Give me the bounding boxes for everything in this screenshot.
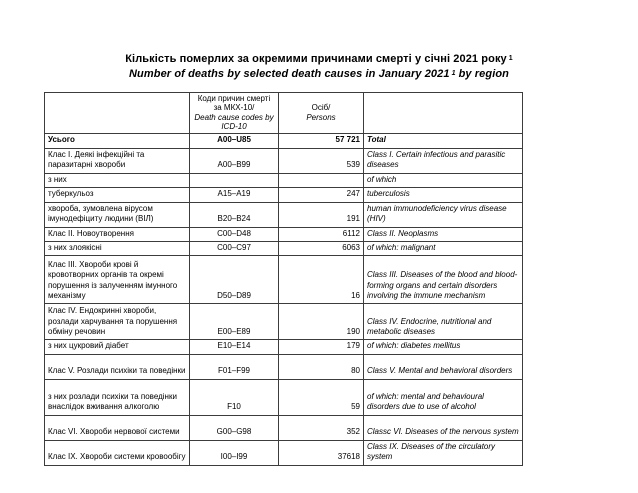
table-row: [45, 304, 523, 340]
cause-uk-cell: Клас I. Деякі інфекційні та паразитарні хвороби: [45, 148, 190, 173]
table-row: [45, 227, 523, 241]
icd-code-cell: A15–A19: [190, 188, 279, 202]
icd-code-cell: B20–B24: [190, 202, 279, 227]
persons-value-cell: 57 721: [279, 133, 364, 148]
icd-code-cell: A00–U85: [190, 133, 279, 148]
table-row: [45, 173, 523, 187]
cause-uk-cell: з них цукровий діабет: [45, 340, 190, 354]
icd-code-cell: C00–D48: [190, 227, 279, 241]
table-row: [45, 148, 523, 173]
title-en-footnote-marker: 1: [451, 70, 456, 77]
table-row: [45, 188, 523, 202]
header-codes-line1: Коди причин смерті: [197, 94, 271, 103]
persons-value-cell: 352: [279, 415, 364, 440]
persons-value-cell: 16: [279, 256, 364, 304]
header-codes-line3: Death cause codes by: [194, 112, 274, 122]
cause-en-cell: of which: diabetes mellitus: [364, 340, 523, 354]
cause-en-cell: Classc VI. Diseases of the nervous system: [364, 415, 523, 440]
page-title-en: [0, 67, 638, 82]
title-en-suffix: by region: [458, 68, 509, 80]
persons-value-cell: 6112: [279, 227, 364, 241]
cause-uk-cell: Усього: [45, 133, 190, 148]
cause-en-cell: Class IV. Endocrine, nutritional and metabolic diseases: [364, 304, 523, 340]
cause-uk-cell: з них розлади психіки та поведінки внаслідок вживання алкоголю: [45, 379, 190, 415]
persons-value-cell: 247: [279, 188, 364, 202]
page-title-uk: [0, 52, 638, 67]
header-codes-line2: за МКХ-10/: [213, 103, 255, 113]
cause-uk-cell: Клас IX. Хвороби системи кровообігу: [45, 440, 190, 465]
persons-value-cell: 191: [279, 202, 364, 227]
header-cause-en-cell: [364, 93, 523, 134]
icd-code-cell: G00–G98: [190, 415, 279, 440]
cause-en-cell: Class III. Diseases of the blood and blood-forming organs and certain disorders involving the immune mechanism: [364, 256, 523, 304]
table-row: [45, 354, 523, 379]
persons-value-cell: [279, 173, 364, 187]
persons-value-cell: 37618: [279, 440, 364, 465]
cause-uk-cell: Клас II. Новоутворення: [45, 227, 190, 241]
death-causes-table: [44, 92, 523, 466]
cause-uk-cell: з них злоякісні: [45, 241, 190, 255]
persons-value-cell: 6063: [279, 241, 364, 255]
death-table-body: [45, 133, 523, 465]
icd-code-cell: E10–E14: [190, 340, 279, 354]
icd-code-cell: F01–F99: [190, 354, 279, 379]
persons-value-cell: 59: [279, 379, 364, 415]
header-codes-cell: [190, 93, 279, 134]
cause-en-cell: tuberculosis: [364, 188, 523, 202]
cause-uk-cell: туберкульоз: [45, 188, 190, 202]
table-row: [45, 241, 523, 255]
table-row: [45, 256, 523, 304]
table-row: [45, 440, 523, 465]
icd-code-cell: C00–C97: [190, 241, 279, 255]
cause-uk-cell: Клас VI. Хвороби нервової системи: [45, 415, 190, 440]
icd-code-cell: F10: [190, 379, 279, 415]
cause-en-cell: human immunodeficiency virus disease (HIV): [364, 202, 523, 227]
cause-uk-cell: Клас V. Розлади психіки та поведінки: [45, 354, 190, 379]
cause-en-cell: Class IX. Diseases of the circulatory system: [364, 440, 523, 465]
title-en-text: Number of deaths by selected death causes in January 2021: [129, 68, 450, 80]
header-persons-line1: Осіб/: [311, 103, 331, 113]
title-uk-footnote-marker: 1: [508, 55, 513, 62]
header-codes-line4: ICD-10: [221, 122, 247, 132]
icd-code-cell: [190, 173, 279, 187]
header-cause-uk-cell: [45, 93, 190, 134]
cause-en-cell: of which: [364, 173, 523, 187]
icd-code-cell: I00–I99: [190, 440, 279, 465]
table-row: [45, 415, 523, 440]
cause-uk-cell: Клас III. Хвороби крові й кровотворних органів та окремі порушення із залученням імунного механізму: [45, 256, 190, 304]
table-row: [45, 379, 523, 415]
table-row: [45, 202, 523, 227]
cause-en-cell: Class V. Mental and behavioral disorders: [364, 354, 523, 379]
cause-uk-cell: Клас IV. Ендокринні хвороби, розлади харчування та порушення обміну речовин: [45, 304, 190, 340]
cause-en-cell: of which: mental and behavioural disorders due to use of alcohol: [364, 379, 523, 415]
persons-value-cell: 179: [279, 340, 364, 354]
persons-value-cell: 190: [279, 304, 364, 340]
persons-value-cell: 539: [279, 148, 364, 173]
table-row: [45, 340, 523, 354]
cause-en-cell: Class II. Neoplasms: [364, 227, 523, 241]
cause-uk-cell: з них: [45, 173, 190, 187]
icd-code-cell: D50–D89: [190, 256, 279, 304]
persons-value-cell: 80: [279, 354, 364, 379]
title-block: [0, 52, 638, 82]
cause-uk-cell: хвороба, зумовлена вірусом імунодефіциту людини (ВІЛ): [45, 202, 190, 227]
cause-en-cell: Class I. Certain infectious and parasitic diseases: [364, 148, 523, 173]
title-uk-text: Кількість померлих за окремими причинами смерті у січні 2021 року: [125, 53, 507, 65]
header-persons-line2: Persons: [306, 112, 336, 122]
cause-en-cell: Total: [364, 133, 523, 148]
cause-en-cell: of which: malignant: [364, 241, 523, 255]
table-row: [45, 133, 523, 148]
table-header-row: [45, 93, 523, 134]
icd-code-cell: E00–E89: [190, 304, 279, 340]
icd-code-cell: A00–B99: [190, 148, 279, 173]
header-persons-cell: [279, 93, 364, 134]
